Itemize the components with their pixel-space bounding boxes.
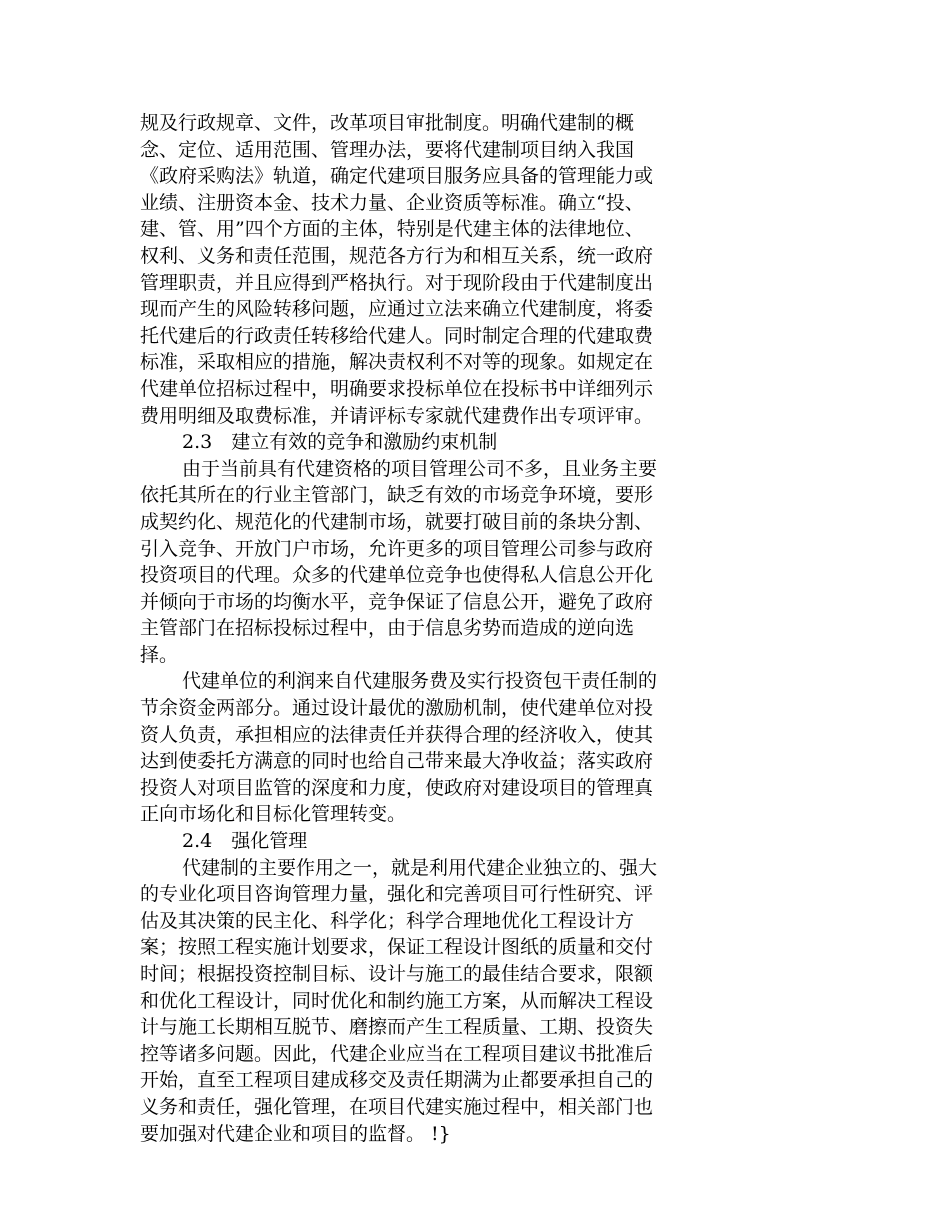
text-line: 择。 [140,643,179,666]
text-line: 开始，直至工程项目建成移交及责任期满为止都要承担自己的 [140,1069,654,1092]
text-line: 并倾向于市场的均衡水平，竞争保证了信息公开，避免了政府 [140,590,654,613]
text-line: 代建单位的利润来自代建服务费及实行投资包干责任制的 [182,670,658,693]
text-line: 和优化工程设计，同时优化和制约施工方案，从而解决工程设 [140,989,654,1012]
text-line: 控等诸多问题。因此，代建企业应当在工程项目建议书批准后 [140,1042,654,1065]
text-line: 资人负责，承担相应的法律责任并获得合理的经济收入，使其 [140,723,654,746]
text-line: 引入竞争、开放门户市场，允许更多的项目管理公司参与政府 [140,537,654,560]
text-line: 的专业化项目咨询管理力量，强化和完善项目可行性研究、评 [140,883,654,906]
text-line: 计与施工长期相互脱节、磨擦而产生工程质量、工期、投资失 [140,1016,654,1039]
text-line: 现而产生的风险转移问题，应通过立法来确立代建制度，将委 [140,298,654,321]
text-line: 案；按照工程实施计划要求，保证工程设计图纸的质量和交付 [140,936,654,959]
text-line: 由于当前具有代建资格的项目管理公司不多，且业务主要 [182,457,658,480]
body-text [140,110,740,1147]
text-line: 达到使委托方满意的同时也给自己带来最大净收益；落实政府 [140,750,654,773]
text-line: 依托其所在的行业主管部门，缺乏有效的市场竞争环境，要形 [140,484,654,507]
text-line: 要加强对代建企业和项目的监督。 !} [140,1122,451,1145]
text-line: 代建单位招标过程中，明确要求投标单位在投标书中详细列示 [140,377,654,400]
text-line: 费用明细及取费标准，并请评标专家就代建费作出专项评审。 [140,404,654,427]
text-line: 成契约化、规范化的代建制市场，就要打破目前的条块分割、 [140,510,654,533]
text-line: 管理职责，并且应得到严格执行。对于现阶段由于代建制度出 [140,271,654,294]
text-line: 时间；根据投资控制目标、设计与施工的最佳结合要求，限额 [140,963,654,985]
text-line: 《政府采购法》轨道，确定代建项目服务应具备的管理能力或 [140,165,654,188]
text-line: 投资人对项目监管的深度和力度，使政府对建设项目的管理真 [140,776,654,799]
text-line: 节余资金两部分。通过设计最优的激励机制，使代建单位对投 [140,697,654,720]
text-line: 托代建后的行政责任转移给代建人。同时制定合理的代建取费 [140,324,654,347]
text-line: 念、定位、适用范围、管理办法，要将代建制项目纳入我国 [140,138,635,161]
text-line: 权利、义务和责任范围，规范各方行为和相互关系，统一政府 [140,244,654,267]
text-line: 义务和责任，强化管理，在项目代建实施过程中，相关部门也 [140,1095,654,1118]
text-line: 标准，采取相应的措施，解决责权利不对等的现象。如规定在 [140,351,654,374]
text-line: 投资项目的代理。众多的代建单位竞争也使得私人信息公开化 [140,564,654,587]
section-heading-2-4: 2.4 强化管理 [182,830,308,853]
text-line: 主管部门在招标投标过程中，由于信息劣势而造成的逆向选 [140,617,635,640]
text-line: 估及其决策的民主化、科学化；科学合理地优化工程设计方 [140,909,635,932]
section-heading-2-3: 2.3 建立有效的竞争和激励约束机制 [182,431,498,454]
text-line: 正向市场化和目标化管理转变。 [140,803,407,826]
text-line: 建、管、用”四个方面的主体，特别是代建主体的法律地位、 [140,218,644,241]
text-line: 业绩、注册资本金、技术力量、企业资质等标准。确立“投、 [140,191,644,214]
text-line: 规及行政规章、文件，改革项目审批制度。明确代建制的概 [140,112,635,134]
text-line: 代建制的主要作用之一，就是利用代建企业独立的、强大 [182,856,658,879]
